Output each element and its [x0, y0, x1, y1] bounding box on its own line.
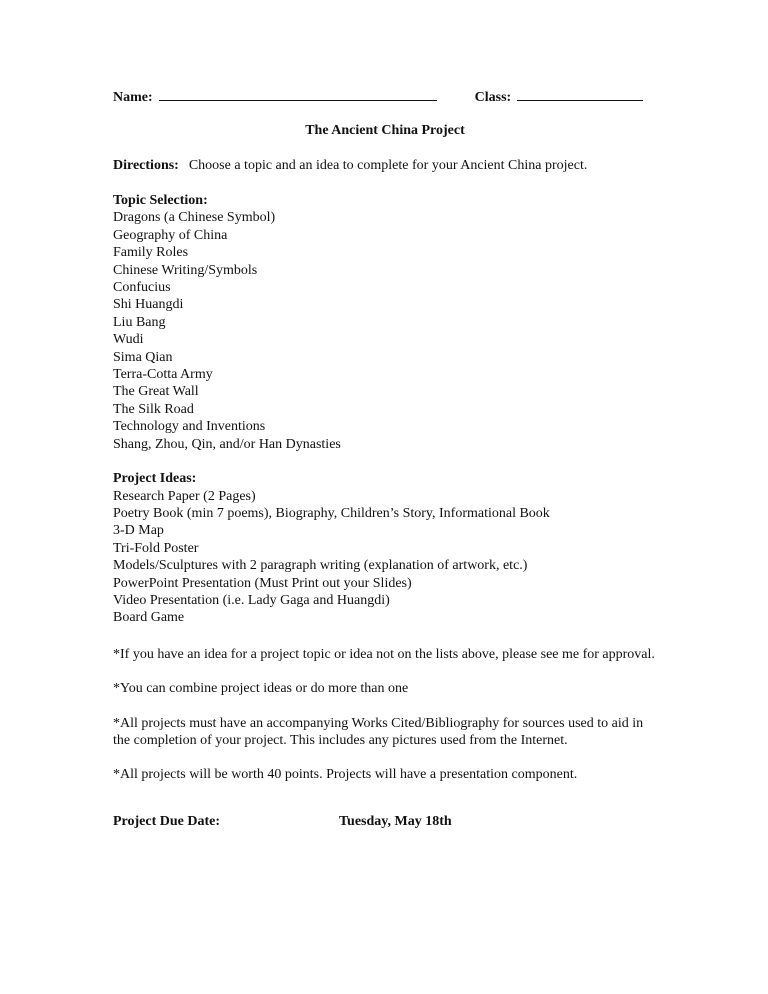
directions — [113, 158, 673, 180]
topic-selection-heading: Topic Selection: — [113, 193, 208, 208]
class-blank-line — [517, 88, 643, 101]
due-date-label: Project Due Date: — [113, 813, 221, 829]
topic-item: Family Roles — [113, 245, 189, 261]
directions-label: Directions: — [113, 158, 179, 173]
topic-item: Technology and Inventions — [113, 419, 266, 435]
name-label: Name: — [113, 90, 153, 105]
topic-item: Sima Qian — [113, 349, 173, 365]
project-ideas-list — [113, 488, 673, 627]
project-idea-item: Board Game — [113, 610, 185, 626]
topic-item: Shang, Zhou, Qin, and/or Han Dynasties — [113, 436, 341, 452]
document-title: The Ancient China Project — [305, 123, 465, 138]
topic-item: The Silk Road — [113, 401, 194, 417]
directions-text: Choose a topic and an idea to complete for your Ancient China project. — [188, 158, 588, 173]
project-idea-item: Research Paper (2 Pages) — [113, 488, 256, 504]
topic-item: Liu Bang — [113, 314, 166, 330]
topic-item: Chinese Writing/Symbols — [113, 262, 258, 278]
project-idea-item: Poetry Book (min 7 poems), Biography, Children’s Story, Informational Book — [113, 505, 550, 521]
project-idea-item: Tri-Fold Poster — [113, 540, 199, 556]
topic-item: Dragons (a Chinese Symbol) — [113, 210, 276, 226]
note-points: *All projects will be worth 40 points. Projects will have a presentation component. — [113, 767, 578, 783]
project-idea-item: 3-D Map — [113, 523, 164, 539]
topic-item: Shi Huangdi — [113, 297, 184, 313]
note-works-cited: *All projects must have an accompanying Works Cited/Bibliography for sources used to aid in the completion of your project. This includes any pictures used from the Internet. — [113, 715, 644, 748]
project-idea-item: Models/Sculptures with 2 paragraph writing (explanation of artwork, etc.) — [113, 558, 528, 574]
name-blank-line — [159, 88, 437, 101]
topic-item: Geography of China — [113, 227, 228, 243]
topic-item: Terra-Cotta Army — [113, 367, 213, 383]
topic-item: The Great Wall — [113, 384, 199, 400]
due-date-line — [113, 814, 673, 836]
document-page — [113, 88, 673, 836]
project-idea-item: Video Presentation (i.e. Lady Gaga and Huangdi) — [113, 592, 390, 608]
class-label: Class: — [474, 90, 512, 105]
topic-item: Confucius — [113, 280, 171, 296]
topic-item: Wudi — [113, 332, 144, 348]
topic-list — [113, 209, 673, 453]
project-ideas-heading: Project Ideas: — [113, 471, 197, 487]
note-combine: *You can combine project ideas or do more than one — [113, 681, 409, 697]
note-approval: *If you have an idea for a project topic or idea not on the lists above, please see me for approval. — [113, 646, 655, 662]
project-idea-item: PowerPoint Presentation (Must Print out your Slides) — [113, 575, 412, 591]
header-line — [113, 88, 673, 110]
due-date-value: Tuesday, May 18th — [339, 813, 452, 829]
